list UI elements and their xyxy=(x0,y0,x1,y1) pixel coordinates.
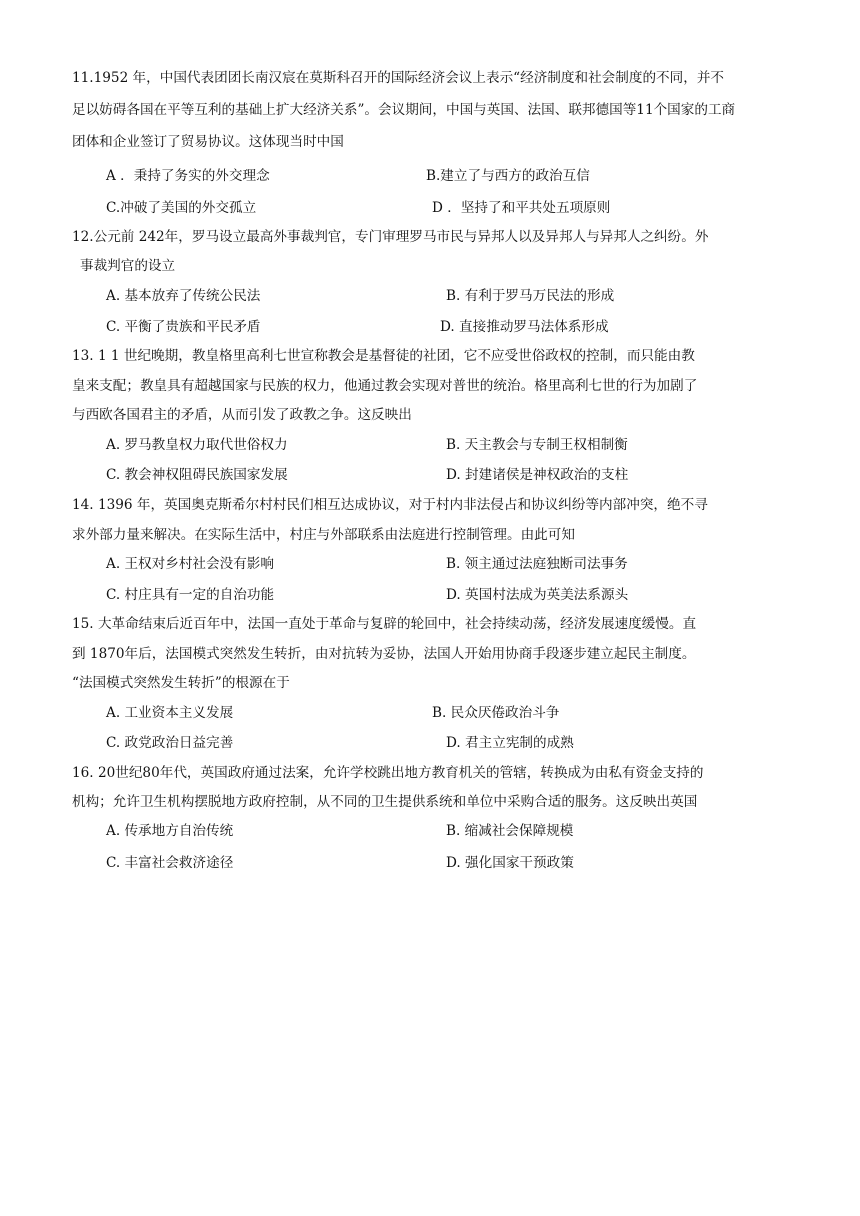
question-15-option-b[interactable]: B. 民众厌倦政治斗争 xyxy=(432,705,560,721)
question-13-option-b[interactable]: B. 天主教会与专制王权相制衡 xyxy=(446,437,628,453)
question-16-option-b[interactable]: B. 缩减社会保障规模 xyxy=(446,823,574,839)
question-15-option-a[interactable]: A. 工业资本主义发展 xyxy=(106,705,234,721)
question-16-stem-line-1: 16. 20世纪80年代，英国政府通过法案，允许学校跳出地方教育机关的管辖，转换成为由私有资金支持的 xyxy=(72,765,704,781)
question-11-stem-line-3: 团体和企业签订了贸易协议。这体现当时中国 xyxy=(72,134,344,150)
question-11-stem-line-1: 11.1952 年，中国代表团团长南汉宸在莫斯科召开的国际经济会议上表示“经济制度和社会制度的不同，并不 xyxy=(72,70,725,86)
question-14-stem-line-1: 14. 1396 年，英国奥克斯希尔村村民们相互达成协议，对于村内非法侵占和协议纠纷等内部冲突，绝不寻 xyxy=(72,497,708,513)
question-12-option-a[interactable]: A. 基本放弃了传统公民法 xyxy=(106,288,261,304)
question-12-option-c[interactable]: C. 平衡了贵族和平民矛盾 xyxy=(106,319,261,335)
question-16-option-a[interactable]: A. 传承地方自治传统 xyxy=(106,823,234,839)
question-16-option-d[interactable]: D. 强化国家干预政策 xyxy=(446,855,574,871)
question-15-stem-line-1: 15. 大革命结束后近百年中，法国一直处于革命与复辟的轮回中，社会持续动荡，经济发展速度缓慢。直 xyxy=(72,616,697,632)
question-13-stem-line-2: 皇来支配；教皇具有超越国家与民族的权力，他通过教会实现对普世的统治。格里高利七世的行为加剧了 xyxy=(72,378,698,394)
question-16-stem-line-2: 机构；允许卫生机构摆脱地方政府控制，从不同的卫生提供系统和单位中采购合适的服务。这反映出英国 xyxy=(72,794,698,810)
question-13-option-a[interactable]: A. 罗马教皇权力取代世俗权力 xyxy=(106,437,288,453)
question-11-stem-line-2: 足以妨碍各国在平等互利的基础上扩大经济关系”。会议期间，中国与英国、法国、联邦德国等11个国家的工商 xyxy=(72,102,736,118)
question-12-stem-line-2: 事裁判官的设立 xyxy=(80,258,176,274)
question-13-stem-line-1: 13. 1 1 世纪晚期，教皇格里高利七世宣称教会是基督徒的社团，它不应受世俗政权的控制，而只能由教 xyxy=(72,348,695,364)
question-14-option-c[interactable]: C. 村庄具有一定的自治功能 xyxy=(106,587,275,603)
question-13-stem-line-3: 与西欧各国君主的矛盾，从而引发了政教之争。这反映出 xyxy=(72,407,412,423)
question-12-option-b[interactable]: B. 有利于罗马万民法的形成 xyxy=(446,288,615,304)
question-14-stem-line-2: 求外部力量来解决。在实际生活中，村庄与外部联系由法庭进行控制管理。由此可知 xyxy=(72,527,575,543)
question-11-option-b[interactable]: B.建立了与西方的政治互信 xyxy=(426,168,590,184)
question-11-option-c[interactable]: C.冲破了美国的外交孤立 xyxy=(106,200,257,216)
question-14-option-a[interactable]: A. 王权对乡村社会没有影响 xyxy=(106,556,274,572)
question-15-stem-line-3: “法国模式突然发生转折”的根源在于 xyxy=(72,675,290,691)
question-12-stem-line-1: 12.公元前 242年，罗马设立最高外事裁判官，专门审理罗马市民与异邦人以及异邦人与异邦人之纠纷。外 xyxy=(72,229,709,245)
question-14-option-b[interactable]: B. 领主通过法庭独断司法事务 xyxy=(446,556,628,572)
question-12-option-d[interactable]: D. 直接推动罗马法体系形成 xyxy=(440,319,609,335)
question-16-option-c[interactable]: C. 丰富社会救济途径 xyxy=(106,855,234,871)
question-15-stem-line-2: 到 1870年后，法国模式突然发生转折，由对抗转为妥协，法国人开始用协商手段逐步建立起民主制度。 xyxy=(72,646,696,662)
question-14-option-d[interactable]: D. 英国村法成为英美法系源头 xyxy=(446,587,629,603)
question-11-option-a[interactable]: A ．秉持了务实的外交理念 xyxy=(106,168,270,184)
question-15-option-c[interactable]: C. 政党政治日益完善 xyxy=(106,735,234,751)
question-15-option-d[interactable]: D. 君主立宪制的成熟 xyxy=(446,735,574,751)
question-13-option-d[interactable]: D. 封建诸侯是神权政治的支柱 xyxy=(446,467,629,483)
question-13-option-c[interactable]: C. 教会神权阻碍民族国家发展 xyxy=(106,467,288,483)
question-11-option-d[interactable]: D ．坚持了和平共处五项原则 xyxy=(432,200,611,216)
